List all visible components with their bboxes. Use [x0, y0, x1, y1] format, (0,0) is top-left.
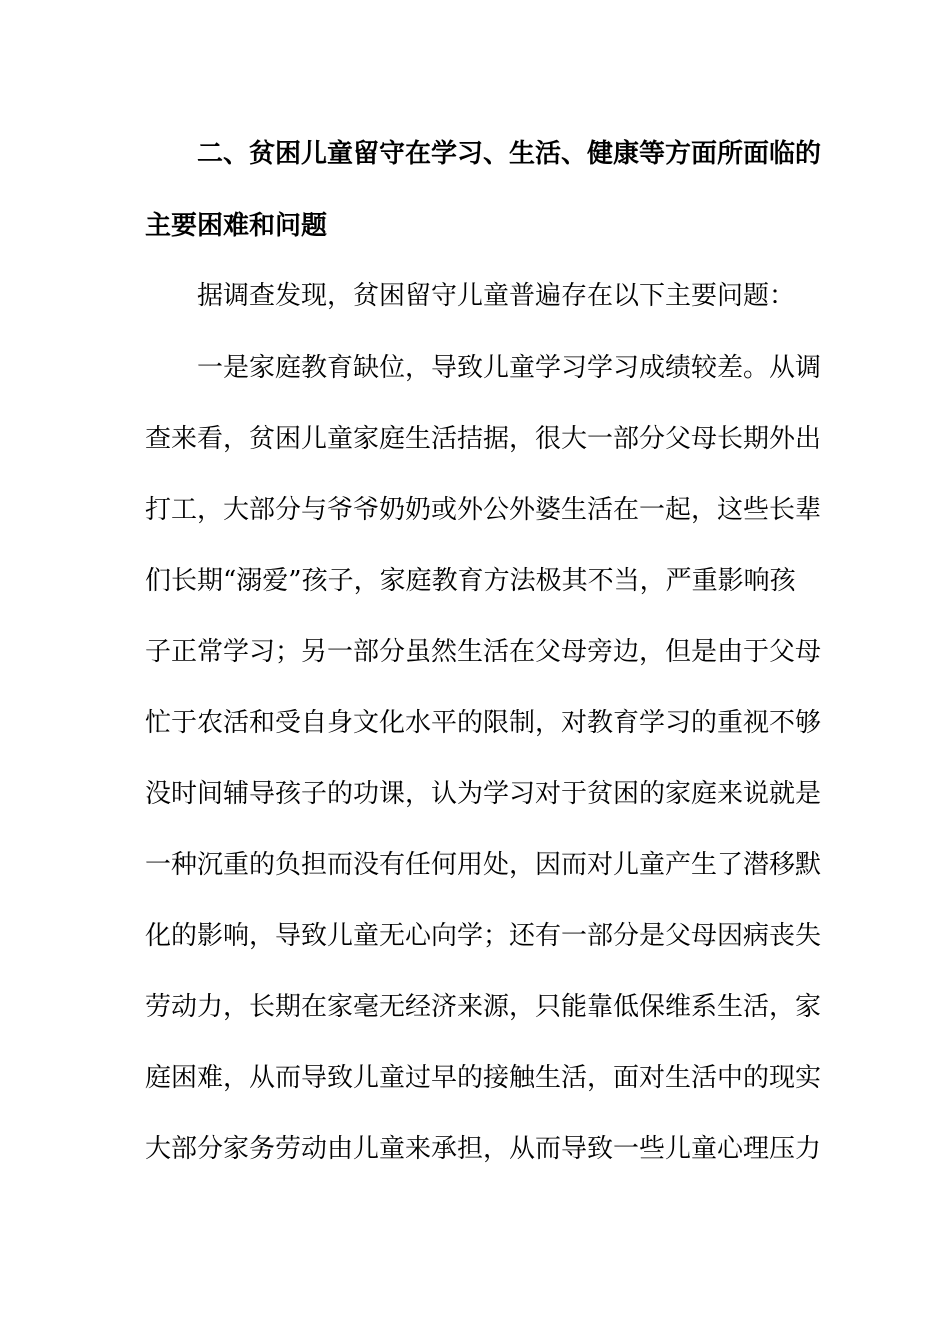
- paragraph-line: 没时间辅导孩子的功课，认为学习对于贫困的家庭来说就是: [145, 779, 822, 809]
- paragraph-line: 子正常学习；另一部分虽然生活在父母旁边，但是由于父母: [145, 637, 822, 667]
- paragraph-line: 大部分家务劳动由儿童来承担，从而导致一些儿童心理压力: [145, 1134, 822, 1164]
- paragraph-line: 一是家庭教育缺位，导致儿童学习学习成绩较差。从调: [197, 353, 822, 383]
- paragraph-line: 们长期“溺爱”孩子，家庭教育方法极其不当，严重影响孩: [145, 566, 796, 596]
- paragraph-line: 查来看，贫困儿童家庭生活拮据，很大一部分父母长期外出: [145, 424, 822, 454]
- paragraph-line: 打工，大部分与爷爷奶奶或外公外婆生活在一起，这些长辈: [145, 495, 822, 525]
- paragraph-line: 化的影响，导致儿童无心向学；还有一部分是父母因病丧失: [145, 921, 822, 951]
- intro-text: 据调查发现，贫困留守儿童普遍存在以下主要问题：: [197, 281, 796, 311]
- paragraph-line: 庭困难，从而导致儿童过早的接触生活，面对生活中的现实: [145, 1063, 822, 1093]
- section-heading-line-1: 二、贫困儿童留守在学习、生活、健康等方面所面临的: [197, 139, 822, 169]
- section-heading-line-2: 主要困难和问题: [145, 211, 328, 241]
- paragraph-line: 劳动力，长期在家毫无经济来源，只能靠低保维系生活，家: [145, 992, 822, 1022]
- paragraph-line: 忙于农活和受自身文化水平的限制，对教育学习的重视不够: [145, 708, 822, 738]
- paragraph-line: 一种沉重的负担而没有任何用处，因而对儿童产生了潜移默: [145, 850, 822, 880]
